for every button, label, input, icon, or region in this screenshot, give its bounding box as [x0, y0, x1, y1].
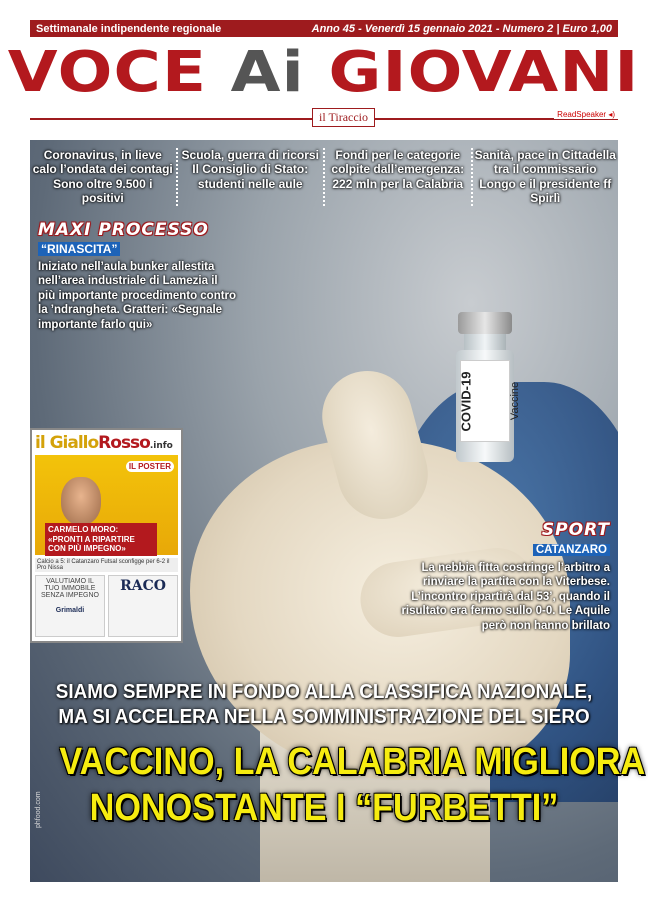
photo-credit: phfood.com	[35, 791, 42, 828]
giallorosso-inset[interactable]	[30, 428, 183, 643]
news-briefs	[30, 148, 618, 206]
vial-label	[458, 360, 521, 442]
grimaldi-ad: VALUTIAMO IL TUO IMMOBILE SENZA IMPEGNO Grimaldi	[35, 575, 105, 637]
poster-badge: IL POSTER	[126, 461, 174, 472]
readspeaker-button[interactable]: ReadSpeaker ◂)	[554, 110, 618, 119]
main-headline[interactable]	[59, 740, 646, 831]
top-bar	[30, 20, 618, 37]
vial-label-line2: Vaccine	[508, 381, 521, 421]
vial-label-line1: COVID-19	[458, 371, 474, 431]
giallorosso-cover	[35, 455, 178, 555]
issue-info: Anno 45 - Venerdì 15 gennaio 2021 - Numero 2 | Euro 1,00	[311, 22, 612, 35]
vial-neck	[464, 334, 506, 350]
inset-ads	[35, 575, 178, 637]
brief-sanita[interactable]: Sanità, pace in Cittadella tra il commissario Longo e il presidente ff Spirlì	[471, 148, 619, 206]
main-headline-line1: VACCINO, LA CALABRIA MIGLIORA	[59, 741, 646, 783]
sport-section: SPORT	[541, 520, 610, 540]
sport-text: La nebbia fitta costringe l’arbitro a rinviare la partita con la Viterbese. L’incontro ripartirà dal 53’, quando il risultato era fermo sullo 0-0. Le Aquile però non hanno brillato	[401, 562, 610, 632]
maxi-processo-section: MAXI PROCESSO	[38, 220, 209, 240]
raco-ad: RACO	[108, 575, 178, 637]
maxi-processo-kicker: “RINASCITA”	[38, 242, 120, 256]
vial-cap	[458, 312, 512, 334]
vaccine-vial	[456, 312, 521, 462]
moro-headline: CARMELO MORO: «PRONTI A RIPARTIRE CON PIÙ IMPEGNO»	[45, 523, 157, 556]
brief-fondi[interactable]: Fondi per le categorie colpite dall’emergenza: 222 mln per la Calabria	[323, 148, 471, 206]
futsal-strip: Calcio a 5: il Catanzaro Futsal sconfigge per 6-2 il Pro Nissa	[35, 558, 178, 572]
sport-kicker: CATANZARO	[533, 544, 610, 556]
tagline: Settimanale indipendente regionale	[36, 22, 222, 35]
tiraccio-row	[30, 108, 618, 130]
masthead[interactable]	[8, 38, 640, 106]
subheadline-line2: MA SI ACCELERA NELLA SOMMINISTRAZIONE DEL SIERO	[58, 704, 590, 728]
giallorosso-logo: il GialloRosso.info	[35, 433, 173, 453]
main-headline-line2: NONOSTANTE I “FURBETTI”	[89, 786, 559, 829]
brief-scuola[interactable]: Scuola, guerra di ricorsi Il Consiglio di Stato: studenti nelle aule	[176, 148, 324, 206]
maxi-processo-story[interactable]	[38, 220, 238, 332]
maxi-processo-text: Iniziato nell’aula bunker allestita nell’area industriale di Lamezia il più importante procedimento contro la ’ndrangheta. Gratteri: «Segnale importante farlo qui»	[38, 261, 237, 331]
subheadline-line1: SIAMO SEMPRE IN FONDO ALLA CLASSIFICA NAZIONALE,	[55, 680, 593, 703]
tiraccio-logo[interactable]: il Tiraccio	[312, 108, 375, 127]
sport-story[interactable]	[400, 520, 610, 633]
masthead-title: VOCE Ai GIOVANI	[8, 39, 640, 105]
subheadline	[54, 680, 595, 729]
brief-coronavirus[interactable]: Coronavirus, in lieve calo l’ondata dei contagi Sono oltre 9.500 i positivi	[32, 148, 173, 206]
player-portrait	[61, 477, 101, 525]
